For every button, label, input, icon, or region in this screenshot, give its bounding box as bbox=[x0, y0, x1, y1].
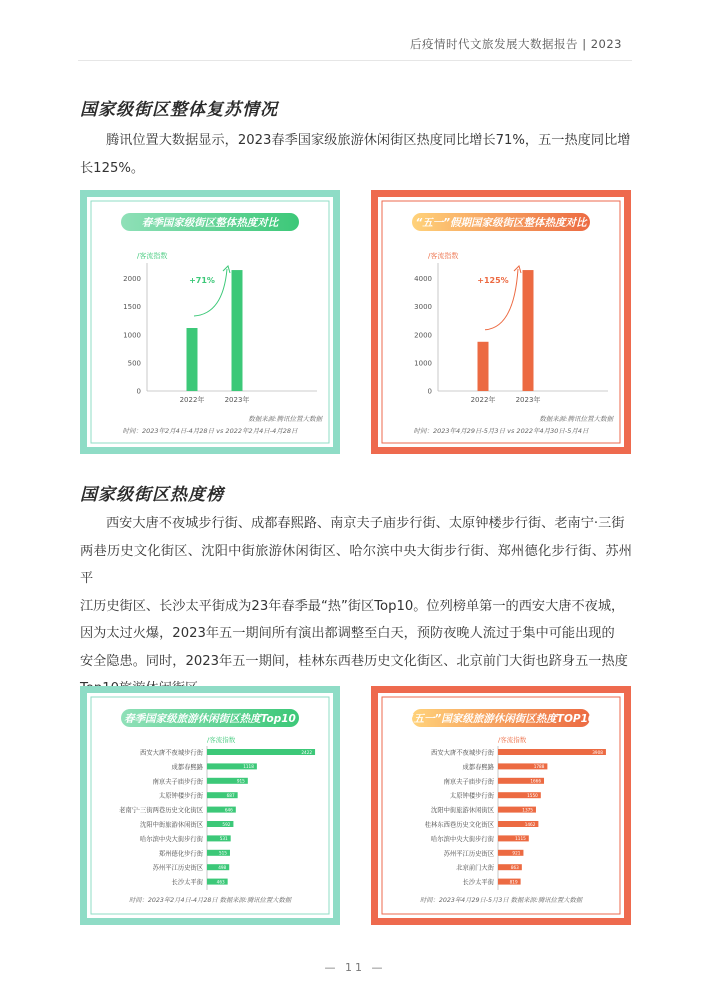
data-label: 3908 bbox=[592, 749, 603, 755]
y-tick-label: 1000 bbox=[123, 331, 141, 340]
category-label: 哈尔滨中央大街步行街 bbox=[140, 835, 203, 843]
category-label: 苏州平江历史街区 bbox=[152, 864, 203, 872]
bar bbox=[207, 749, 315, 755]
chart-title: “五一”假期国家级街区整体热度对比 bbox=[415, 217, 587, 229]
y-tick-label: 2000 bbox=[123, 275, 141, 283]
x-tick-label: 2023年 bbox=[515, 396, 541, 404]
y-tick-label: 3000 bbox=[414, 303, 432, 312]
card-inner-frame bbox=[87, 197, 333, 447]
page-header bbox=[410, 36, 622, 52]
data-label: 646 bbox=[224, 807, 233, 813]
y-axis-label: /客流指数 bbox=[428, 252, 459, 260]
y-axis-label: /客流指数 bbox=[137, 252, 168, 260]
data-label: 687 bbox=[226, 793, 235, 798]
bar bbox=[498, 749, 606, 755]
category-label: 西安大唐不夜城步行街 bbox=[140, 749, 203, 757]
header-separator: | bbox=[582, 37, 591, 51]
data-label: 1115 bbox=[515, 836, 526, 842]
data-label: 498 bbox=[218, 865, 227, 870]
category-label: 北京前门大街 bbox=[456, 864, 494, 872]
chart-title: 春季国家级旅游休闲街区热度Top10 bbox=[124, 713, 296, 725]
data-label: 1788 bbox=[533, 764, 545, 770]
data-label: 515 bbox=[218, 850, 227, 856]
data-label: 2422 bbox=[301, 749, 313, 755]
chart-svg bbox=[80, 190, 340, 454]
y-tick-label: 1500 bbox=[123, 303, 141, 312]
data-period: 时间：2023年2月4日-4月28日 vs 2022年2月4日-4月28日 bbox=[122, 427, 298, 435]
category-label: 苏州平江历史街区 bbox=[443, 850, 494, 858]
x-tick-label: 2022年 bbox=[179, 396, 205, 404]
category-label: 太原钟楼步行街 bbox=[158, 792, 203, 800]
data-label: 1375 bbox=[522, 807, 533, 813]
category-label: 南京夫子庙步行街 bbox=[152, 778, 203, 786]
data-label: 1118 bbox=[243, 764, 254, 770]
paragraph-line: 腾讯位置大数据显示，2023春季国家级旅游休闲街区热度同比增长71%，五一热度同比增 bbox=[106, 133, 631, 148]
section-title-recovery: 国家级街区整体复苏情况 bbox=[80, 100, 278, 120]
section-title-ranking: 国家级街区热度榜 bbox=[80, 485, 224, 505]
category-label: 成都春熙路 bbox=[171, 763, 203, 771]
chart-card-spring-top10 bbox=[80, 686, 340, 925]
category-label: 长沙太平街 bbox=[171, 879, 203, 887]
bar bbox=[478, 342, 489, 391]
data-label: 863 bbox=[510, 865, 519, 870]
data-label: 1462 bbox=[524, 821, 536, 827]
data-label: 1550 bbox=[527, 793, 538, 798]
chart-title: “五一”国家级旅游休闲街区热度TOP10 bbox=[406, 713, 596, 725]
category-label: 太原钟楼步行街 bbox=[449, 792, 494, 800]
chart-card-mayday-top10 bbox=[371, 686, 631, 925]
paragraph-ranking bbox=[80, 510, 632, 703]
data-period-source: 时间：2023年2月4日-4月28日 数据来源:腾讯位置大数据 bbox=[128, 897, 292, 904]
data-label: 921 bbox=[512, 850, 521, 856]
bar bbox=[523, 270, 534, 391]
y-tick-label: 4000 bbox=[414, 275, 432, 283]
paragraph-recovery bbox=[80, 127, 632, 182]
header-divider bbox=[78, 60, 632, 61]
paragraph-line: 长125%。 bbox=[80, 160, 145, 176]
category-label: 南京夫子庙步行街 bbox=[443, 778, 494, 786]
category-label: 沈阳中街旅游休闲街区 bbox=[140, 821, 203, 829]
x-tick-label: 2022年 bbox=[470, 396, 496, 404]
category-label: 成都春熙路 bbox=[462, 763, 494, 771]
data-period-source: 时间：2023年4月29日-5月3日 数据来源:腾讯位置大数据 bbox=[419, 897, 583, 904]
category-label: 郑州德化步行街 bbox=[158, 850, 203, 858]
chart-svg bbox=[80, 686, 340, 925]
header-year: 2023 bbox=[590, 37, 622, 51]
paragraph-line: 两巷历史文化街区、沈阳中街旅游休闲街区、哈尔滨中央大街步行街、郑州德化步行街、苏州平 bbox=[80, 543, 632, 586]
data-source: 数据来源:腾讯位置大数据 bbox=[539, 415, 613, 423]
y-tick-label: 1000 bbox=[414, 359, 432, 368]
chart-card-mayday-overall bbox=[371, 190, 631, 454]
data-label: 592 bbox=[222, 821, 231, 827]
bar bbox=[187, 328, 198, 391]
data-source: 数据来源:腾讯位置大数据 bbox=[248, 415, 322, 423]
header-title: 后疫情时代文旅发展大数据报告 bbox=[410, 37, 579, 51]
chart-svg bbox=[371, 686, 631, 925]
paragraph-line: 安全隐患。同时，2023年五一期间，桂林东西巷历史文化街区、北京前门大街也跻身五一热度 bbox=[80, 653, 628, 669]
page-number: — 11 — bbox=[324, 961, 386, 974]
data-label: 819 bbox=[509, 879, 518, 885]
data-label: 531 bbox=[219, 836, 228, 842]
paragraph-line: 西安大唐不夜城步行街、成都春熙路、南京夫子庙步行街、太原钟楼步行街、老南宁·三街 bbox=[106, 516, 625, 531]
category-label: 桂林东西巷历史文化街区 bbox=[424, 821, 494, 829]
growth-annotation: +71% bbox=[189, 276, 215, 285]
y-tick-label: 2000 bbox=[414, 331, 432, 340]
category-label: 沈阳中街旅游休闲街区 bbox=[431, 807, 494, 815]
x-axis-label: /客流指数 bbox=[498, 736, 527, 744]
category-label: 长沙太平街 bbox=[462, 879, 494, 887]
chart-card-spring-overall bbox=[80, 190, 340, 454]
category-label: 西安大唐不夜城步行街 bbox=[431, 749, 494, 757]
data-label: 463 bbox=[216, 879, 225, 885]
y-tick-label: 0 bbox=[136, 387, 141, 396]
data-label: 1666 bbox=[530, 778, 542, 784]
x-axis-label: /客流指数 bbox=[207, 736, 236, 744]
category-label: 哈尔滨中央大街步行街 bbox=[431, 835, 494, 843]
y-tick-label: 500 bbox=[127, 359, 141, 368]
growth-annotation: +125% bbox=[477, 276, 509, 285]
x-tick-label: 2023年 bbox=[224, 396, 250, 404]
data-label: 915 bbox=[236, 778, 245, 784]
category-label: 老南宁·三街两巷历史文化街区 bbox=[119, 807, 203, 815]
bar bbox=[232, 270, 243, 391]
data-period: 时间：2023年4月29日-5月3日 vs 2022年4月30日-5月4日 bbox=[413, 427, 589, 435]
chart-title: 春季国家级街区整体热度对比 bbox=[141, 217, 279, 229]
paragraph-line: 江历史街区、长沙太平街成为23年春季最“热”街区Top10。位列榜单第一的西安大唐不夜城， bbox=[80, 598, 625, 614]
paragraph-line: 因为太过火爆，2023年五一期间所有演出都调整至白天，预防夜晚人流过于集中可能出现的 bbox=[80, 626, 615, 641]
chart-svg bbox=[371, 190, 631, 454]
y-tick-label: 0 bbox=[427, 387, 432, 396]
